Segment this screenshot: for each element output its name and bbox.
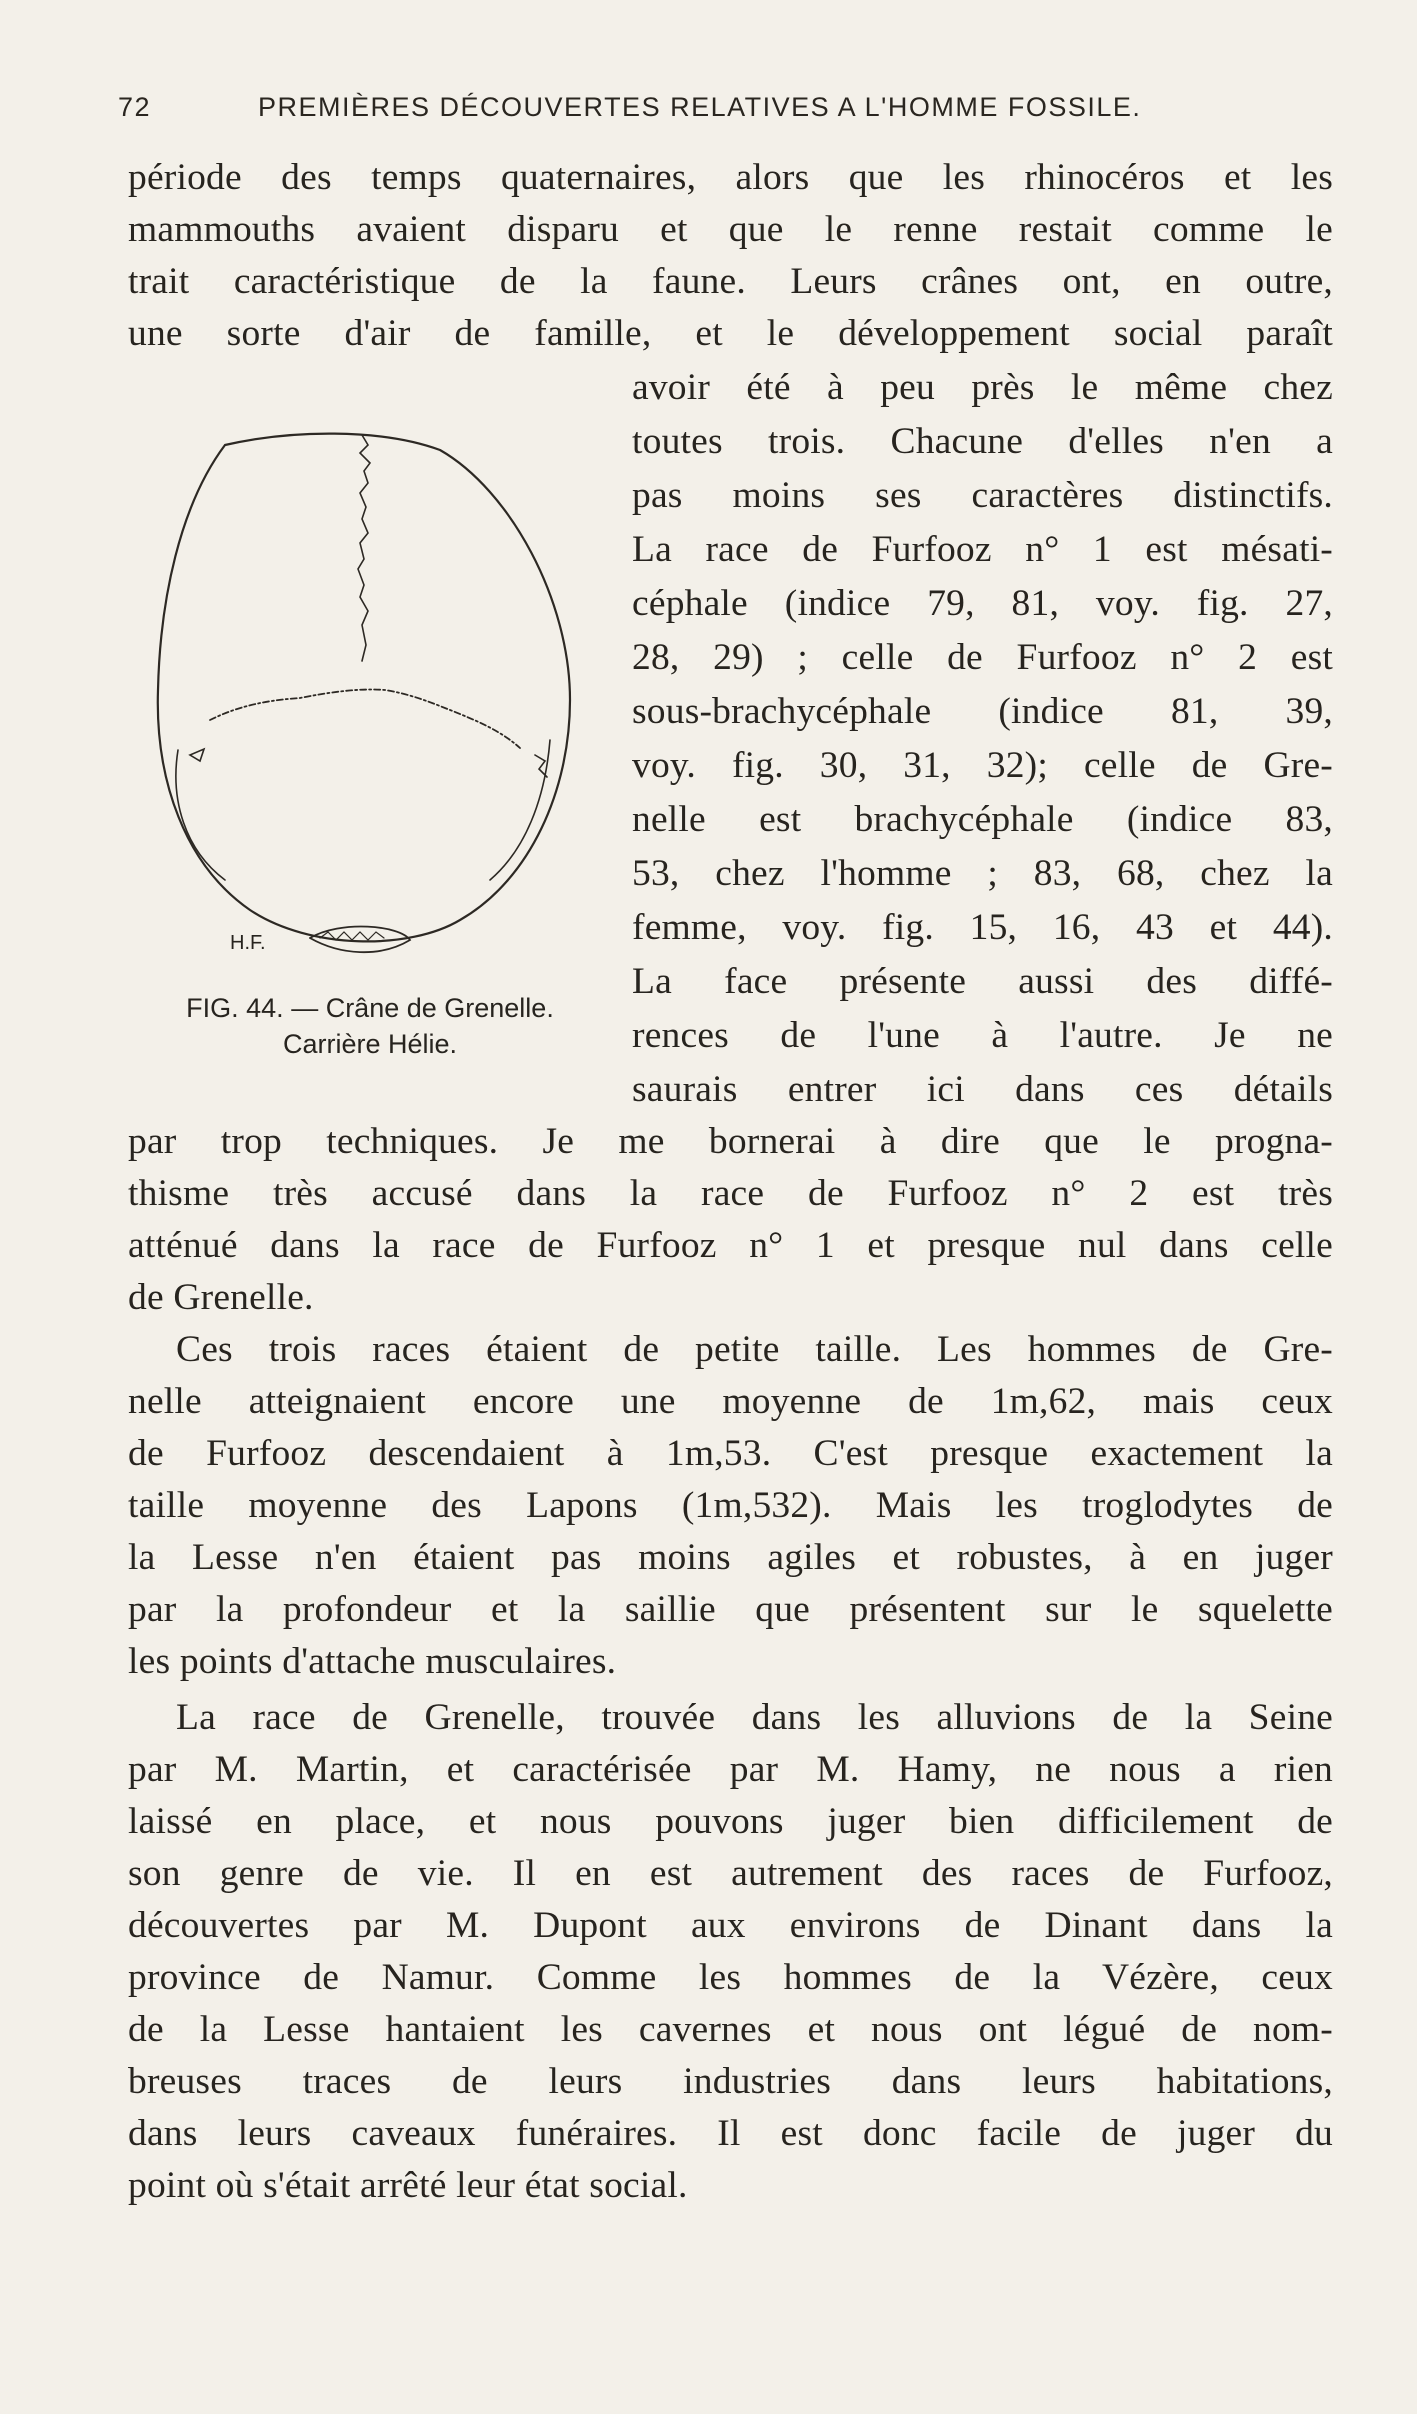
text-line: une sorte d'air de famille, et le développement social paraît xyxy=(128,313,1333,354)
text-line: femme, voy. fig. 15, 16, 43 et 44). xyxy=(632,907,1333,948)
text-line: breuses traces de leurs industries dans leurs habitations, xyxy=(128,2061,1333,2102)
text-line: pas moins ses caractères distinctifs. xyxy=(632,475,1333,516)
text-line: La race de Furfooz n° 1 est mésati- xyxy=(632,529,1333,570)
text-line: La face présente aussi des diffé- xyxy=(632,961,1333,1002)
text-line: 53, chez l'homme ; 83, 68, chez la xyxy=(632,853,1333,894)
text-line: voy. fig. 30, 31, 32); celle de Gre- xyxy=(632,745,1333,786)
text-line: de Furfooz descendaient à 1m,53. C'est presque exactement la xyxy=(128,1433,1333,1474)
text-line: les points d'attache musculaires. xyxy=(128,1641,617,1682)
text-line: sous-brachycéphale (indice 81, 39, xyxy=(632,691,1333,732)
text-line: de Grenelle. xyxy=(128,1277,314,1318)
figure-caption-line1: FIG. 44. — Crâne de Grenelle. xyxy=(186,993,554,1023)
text-line: céphale (indice 79, 81, voy. fig. 27, xyxy=(632,583,1333,624)
text-line: découvertes par M. Dupont aux environs de Dinant dans la xyxy=(128,1905,1333,1946)
text-line: rences de l'une à l'autre. Je ne xyxy=(632,1015,1333,1056)
text-line: 28, 29) ; celle de Furfooz n° 2 est xyxy=(632,637,1333,678)
text-line: point où s'était arrêté leur état social. xyxy=(128,2165,688,2206)
running-header xyxy=(118,92,1338,132)
text-line: période des temps quaternaires, alors que les rhinocéros et les xyxy=(128,157,1333,198)
text-line: province de Namur. Comme les hommes de la Vézère, ceux xyxy=(128,1957,1333,1998)
text-line: par la profondeur et la saillie que présentent sur le squelette xyxy=(128,1589,1333,1630)
text-line: avoir été à peu près le même chez xyxy=(632,367,1333,408)
text-line: dans leurs caveaux funéraires. Il est donc facile de juger du xyxy=(128,2113,1333,2154)
text-line: atténué dans la race de Furfooz n° 1 et presque nul dans celle xyxy=(128,1225,1333,1266)
text-line: taille moyenne des Lapons (1m,532). Mais les troglodytes de xyxy=(128,1485,1333,1526)
paragraph-first-line: Ces trois races étaient de petite taille. Les hommes de Gre- xyxy=(176,1329,1333,1370)
page-number: 72 xyxy=(118,92,152,122)
figure-label: H.F. xyxy=(230,932,266,954)
text-line: de la Lesse hantaient les cavernes et nous ont légué de nom- xyxy=(128,2009,1333,2050)
skull-outline-drawing xyxy=(130,410,590,980)
text-line: saurais entrer ici dans ces détails xyxy=(632,1069,1333,1110)
text-line: la Lesse n'en étaient pas moins agiles et robustes, à en juger xyxy=(128,1537,1333,1578)
running-title: PREMIÈRES DÉCOUVERTES RELATIVES A L'HOMME FOSSILE. xyxy=(258,92,1142,122)
text-line: trait caractéristique de la faune. Leurs crânes ont, en outre, xyxy=(128,261,1333,302)
text-line: laissé en place, et nous pouvons juger bien difficilement de xyxy=(128,1801,1333,1842)
text-line: son genre de vie. Il en est autrement des races de Furfooz, xyxy=(128,1853,1333,1894)
text-line: par trop techniques. Je me bornerai à dire que le progna- xyxy=(128,1121,1333,1162)
paragraph-first-line: La race de Grenelle, trouvée dans les alluvions de la Seine xyxy=(176,1697,1333,1738)
text-line: thisme très accusé dans la race de Furfooz n° 2 est très xyxy=(128,1173,1333,1214)
figure-caption-line2: Carrière Hélie. xyxy=(282,1029,458,1059)
text-line: par M. Martin, et caractérisée par M. Hamy, ne nous a rien xyxy=(128,1749,1333,1790)
text-line: nelle atteignaient encore une moyenne de 1m,62, mais ceux xyxy=(128,1381,1333,1422)
text-line: mammouths avaient disparu et que le renne restait comme le xyxy=(128,209,1333,250)
text-line: toutes trois. Chacune d'elles n'en a xyxy=(632,421,1333,462)
text-line: nelle est brachycéphale (indice 83, xyxy=(632,799,1333,840)
skull-figure xyxy=(130,410,590,980)
